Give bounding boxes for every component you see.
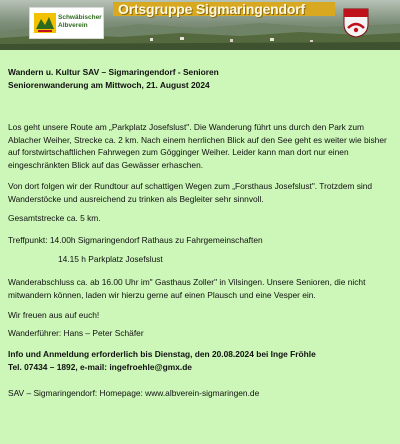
headline [8,66,392,91]
logo-text-line2: Albverein [58,22,88,29]
meeting-point-1: Treffpunkt: 14.00h Sigmaringendorf Rathaus zu Fahrgemeinschaften [8,235,263,245]
registration-contact: Tel. 07434 – 1892, e-mail: ingefroehle@gmx.de [8,361,192,372]
headline-line1: Wandern u. Kultur SAV – Sigmaringendorf - Senioren [8,67,219,77]
meeting-point-2: 14.15 h Parkplatz Josefslust [58,254,163,264]
homepage-text[interactable]: SAV – Sigmaringendorf: Homepage: www.albverein-sigmaringen.de [8,388,260,398]
logo-mark-icon [34,11,56,35]
registration-info [8,348,392,373]
logo-text-line1: Schwäbischer [58,14,102,21]
distance-text: Gesamtstrecke ca. 5 km. [8,213,101,223]
registration-line1: Info und Anmeldung erforderlich bis Dienstag, den 20.08.2024 bei Inge Fröhle [8,349,316,359]
guides-text: Wanderführer: Hans – Peter Schäfer [8,328,144,338]
header-banner [0,0,400,50]
paragraph-forsthaus: Von dort folgen wir der Rundtour auf schattigen Wegen zum „Forsthaus Josefslust". Trotzdem sind Wanderstöcke und ausreichend zu trinken als Begleiter sehr sinnvoll. [8,181,373,204]
greeting-text: Wir freuen aus auf euch! [8,310,100,320]
association-logo [29,7,104,39]
logo-text [58,14,102,30]
paragraph-closing: Wanderabschluss ca. ab 16.00 Uhr im" Gasthaus Zoller" in Vilsingen. Unsere Senioren, die nicht mitwandern können, laden wir hierzu gerne auf einen Plausch und eine Vesper ein. [8,277,366,300]
headline-line2: Seniorenwanderung am Mittwoch, 21. August 2024 [8,79,210,90]
paragraph-route: Los geht unsere Route am „Parkplatz Josefslust". Die Wanderung führt uns durch den Park zum Ablacher Weiher, Strecke ca. 2 km. Nach einem herrlichen Blick auf den See geht es weiter wie bisher auf forstwirtschaftlichen Fahrwegen zum Gögginger Weiher. Leider kann man dort nur einen eingeschränkten Blick auf das Gewässer erhaschen. [8,122,387,170]
coat-of-arms-icon [343,8,369,38]
page-title: Ortsgruppe Sigmaringendorf [118,1,305,17]
